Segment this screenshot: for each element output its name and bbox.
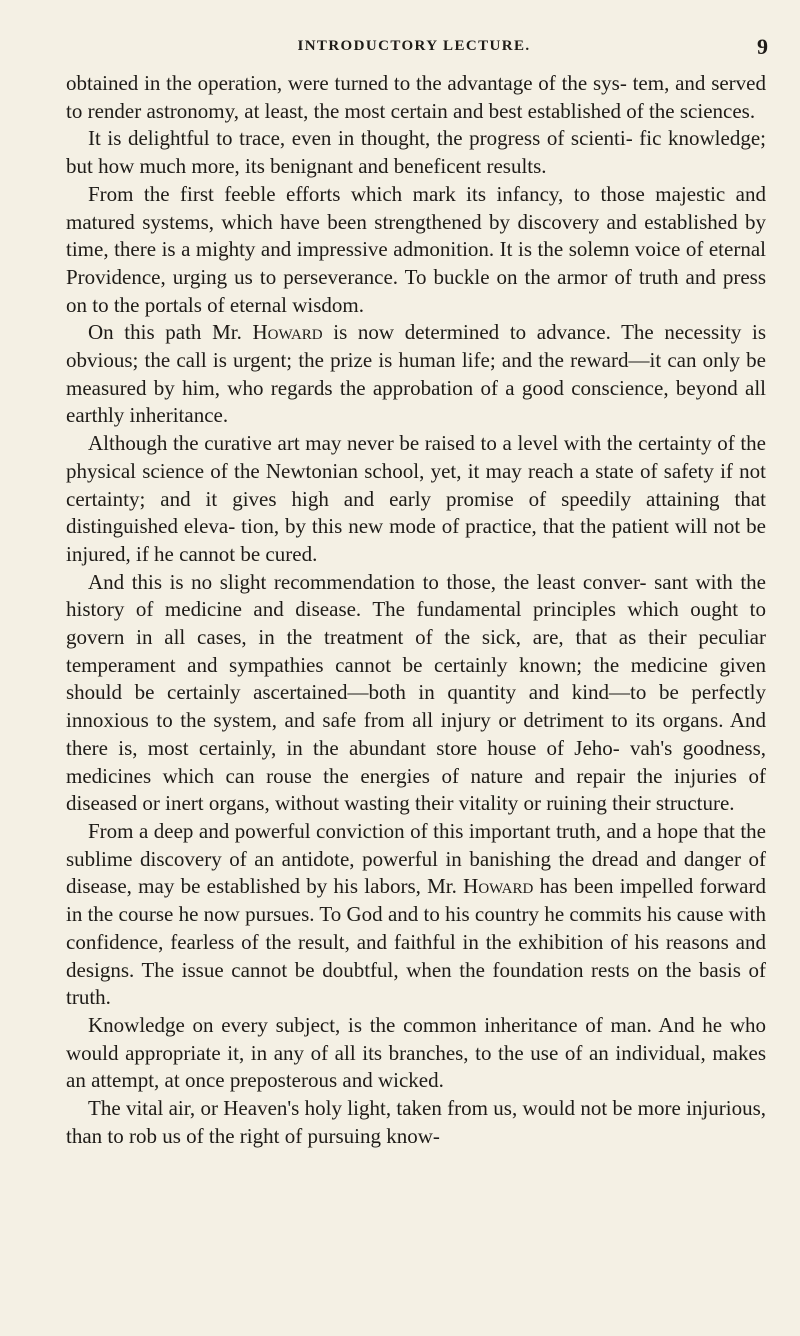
paragraph-2: It is delightful to trace, even in thought, the progress of scienti- fic knowledge; but how much more, its benignant and beneficent results.	[66, 126, 766, 179]
paragraph-8: Knowledge on every subject, is the common inheritance of man. And he who would appropriate it, in any of all its branches, to the use of an individual, makes an attempt, at once preposterous and wicked.	[66, 1012, 766, 1093]
paragraph-7-text-before: From a deep and powerful conviction of this important truth, and a hope that the sublime discovery of an antidote, powerful in banishing the dread and danger of disease, may be established by his labors, Mr.	[66, 818, 766, 899]
paragraph-1: obtained in the operation, were turned to the advantage of the sys- tem, and served to render astronomy, at least, the most certain and best established of the sciences.	[66, 71, 766, 123]
author-name: Howard	[463, 874, 534, 899]
paragraph-3: From the first feeble efforts which mark its infancy, to those majestic and matured systems, which have been strengthened by discovery and established by time, there is a mighty and impressive admonition. It is the solemn voice of eternal Providence, urging us to perseverance. To buckle on the armor of truth and press on to the portals of eternal wisdom.	[66, 181, 766, 317]
author-name: Howard	[252, 320, 323, 345]
paragraph-9: The vital air, or Heaven's holy light, taken from us, would not be more injurious, than to rob us of the right of pursuing know-	[66, 1096, 766, 1148]
paragraph-4-text-before: On this path Mr.	[88, 320, 253, 345]
paragraph-7-text-after: has been impelled forward in the course he now pursues. To God and to his country he commits his cause with confidence, fearless of the result, and faithful in the exhibition of his reasons and designs. The issue cannot be doubtful, when the foundation rests on the basis of truth.	[66, 874, 766, 1010]
paragraph-7	[66, 818, 766, 1012]
page-number: 9	[757, 34, 768, 59]
running-header	[58, 34, 770, 58]
paragraph-5: Although the curative art may never be raised to a level with the certainty of the physical science of the Newtonian school, yet, it may reach a state of safety if not certainty; and it gives high and early promise of speedily attaining that distinguished eleva- tion, by this new mode of practice, that the patient will not be injured, if he cannot be cured.	[66, 431, 766, 566]
body-text	[66, 70, 766, 1150]
paragraph-6: And this is no slight recommendation to those, the least conver- sant with the history of medicine and disease. The fundamental principles which ought to govern in all cases, in the treatment of the sick, are, that as their peculiar temperament and sympathies cannot be certainly known; the medicine given should be certainly ascertained—both in quantity and kind—to be perfectly innoxious to the system, and safe from all injury or detriment to its organs. And there is, most certainly, in the abundant store house of Jeho- vah's goodness, medicines which can rouse the energies of nature and repair the injuries of diseased or inert organs, without wasting their vitality or ruining their structure.	[66, 569, 766, 816]
paragraph-4	[66, 319, 766, 430]
paragraph-4-text-after: is now determined to advance. The necessity is obvious; the call is urgent; the prize is human life; and the reward—it can only be measured by him, who regards the approbation of a good conscience, beyond all earthly inheritance.	[66, 320, 766, 428]
running-header-title: INTRODUCTORY LECTURE.	[297, 38, 531, 54]
